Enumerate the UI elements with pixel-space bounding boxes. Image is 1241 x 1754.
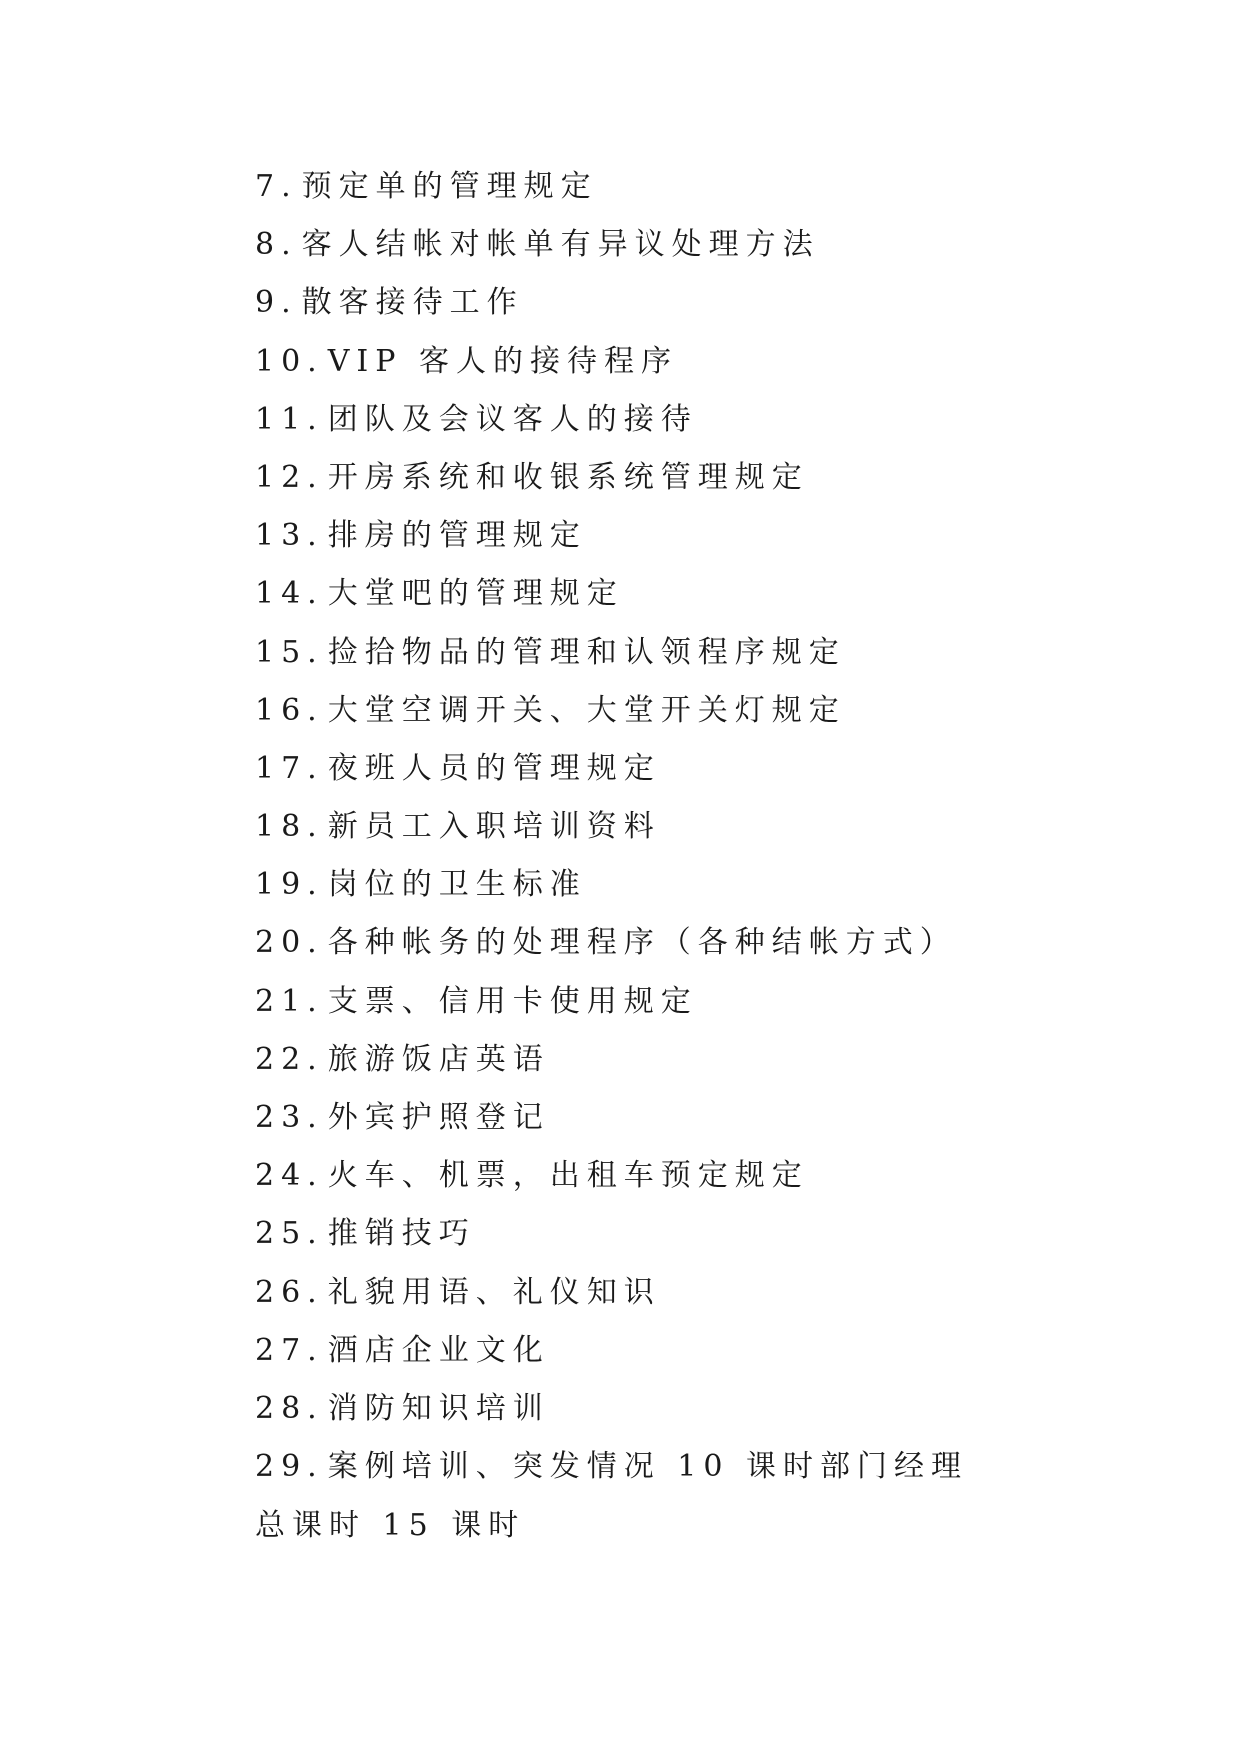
- list-item: [255, 158, 968, 216]
- list-item: [255, 449, 968, 507]
- list-item: [255, 216, 968, 274]
- list-item: [255, 1264, 968, 1322]
- item-text: 预定单的管理规定: [301, 169, 598, 204]
- item-text: 岗位的卫生标准: [327, 867, 587, 903]
- item-text: VIP 客人的接待程序: [327, 343, 678, 379]
- item-text: 捡拾物品的管理和认领程序规定: [327, 634, 846, 670]
- item-text: 新员工入职培训资料: [327, 809, 661, 845]
- list-item: [255, 507, 968, 565]
- item-number: 16.: [255, 692, 324, 728]
- item-number: 9.: [255, 285, 298, 321]
- list-item: [255, 624, 968, 682]
- item-number: 23.: [255, 1100, 324, 1135]
- item-number: 27.: [255, 1332, 324, 1368]
- item-number: 21.: [255, 983, 324, 1019]
- item-number: 29.: [255, 1449, 324, 1485]
- list-item: [255, 391, 968, 449]
- item-number: 22.: [255, 1041, 324, 1077]
- list-item: [255, 1205, 968, 1263]
- item-number: 10.: [255, 343, 324, 379]
- list-item: [255, 565, 968, 623]
- list-item: [255, 333, 968, 391]
- list-item: [255, 1438, 968, 1496]
- list-item: [255, 1089, 968, 1147]
- item-number: 20.: [255, 925, 324, 961]
- item-text: 各种帐务的处理程序（各种结帐方式）: [327, 925, 957, 961]
- list-item: [255, 798, 968, 856]
- item-number: 25.: [255, 1216, 324, 1252]
- item-text: 大堂空调开关、大堂开关灯规定: [327, 692, 846, 728]
- total-hours-line: 总课时 15 课时: [255, 1508, 526, 1543]
- item-text: 支票、信用卡使用规定: [327, 983, 698, 1019]
- list-item: [255, 274, 968, 332]
- item-number: 11.: [255, 401, 324, 437]
- item-number: 18.: [255, 809, 324, 845]
- list-item: [255, 1147, 968, 1205]
- item-number: 7.: [255, 169, 298, 204]
- list-item: [255, 973, 968, 1031]
- item-number: 17.: [255, 750, 324, 786]
- list-item: [255, 1322, 968, 1380]
- item-text: 开房系统和收银系统管理规定: [327, 459, 809, 495]
- item-text: 旅游饭店英语: [327, 1041, 550, 1077]
- item-number: 26.: [255, 1274, 324, 1310]
- item-text: 客人结帐对帐单有异议处理方法: [301, 227, 820, 263]
- item-text: 礼貌用语、礼仪知识: [327, 1274, 661, 1310]
- list-item: [255, 682, 968, 740]
- list-item: [255, 1031, 968, 1089]
- item-text: 酒店企业文化: [327, 1332, 550, 1368]
- item-number: 14.: [255, 576, 324, 612]
- item-number: 12.: [255, 459, 324, 495]
- item-text: 夜班人员的管理规定: [327, 750, 661, 786]
- item-text: 大堂吧的管理规定: [327, 576, 624, 612]
- item-number: 19.: [255, 867, 324, 903]
- item-text: 案例培训、突发情况 10 课时部门经理: [327, 1449, 968, 1485]
- item-number: 8.: [255, 227, 298, 263]
- item-text: 排房的管理规定: [327, 518, 587, 554]
- item-number: 15.: [255, 634, 324, 670]
- training-topic-list: [255, 158, 968, 1496]
- item-text: 推销技巧: [327, 1216, 476, 1252]
- item-number: 28.: [255, 1390, 324, 1426]
- item-number: 13.: [255, 518, 324, 554]
- item-text: 散客接待工作: [301, 285, 524, 321]
- list-item: [255, 914, 968, 972]
- list-item: [255, 740, 968, 798]
- list-item: [255, 1380, 968, 1438]
- item-text: 消防知识培训: [327, 1390, 550, 1426]
- list-item: [255, 856, 968, 914]
- item-text: 团队及会议客人的接待: [327, 401, 698, 437]
- item-text: 火车、机票，出租车预定规定: [327, 1158, 809, 1194]
- item-number: 24.: [255, 1158, 324, 1194]
- item-text: 外宾护照登记: [327, 1100, 550, 1135]
